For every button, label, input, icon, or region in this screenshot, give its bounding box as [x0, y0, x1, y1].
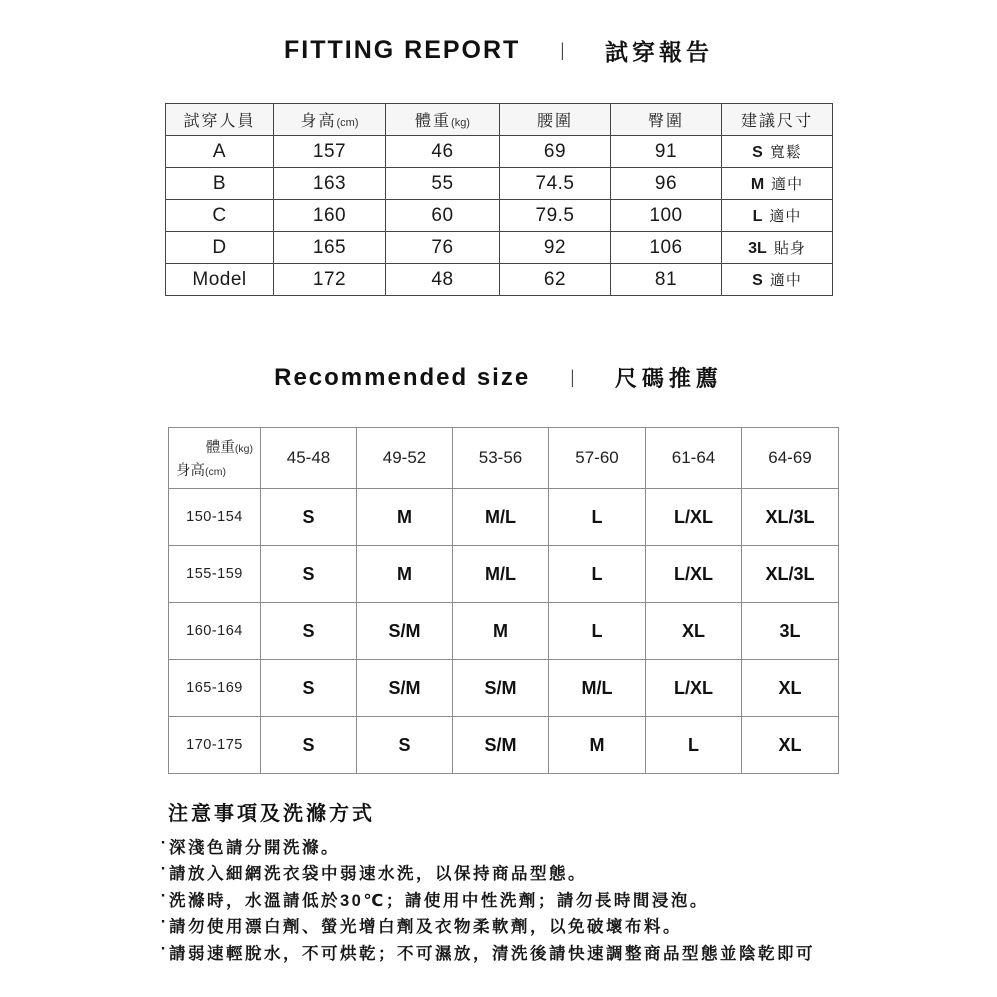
size-cell: XL/3L [742, 546, 839, 603]
table-row [169, 489, 839, 546]
table-row [166, 264, 833, 296]
weight-col-header: 45-48 [261, 428, 357, 489]
size-cell: M [549, 717, 646, 774]
care-instruction-item [158, 860, 815, 886]
size-cell: XL/3L [742, 489, 839, 546]
size-cell: M [357, 489, 453, 546]
size-cell: L/XL [646, 546, 742, 603]
care-instruction-text: 請弱速輕脫水，不可烘乾；不可濕放，清洗後請快速調整商品型態並陰乾即可 [169, 944, 815, 963]
cell-person: Model [166, 264, 274, 296]
cell-height: 172 [274, 264, 386, 296]
fitting-report-title-en: FITTING REPORT [283, 36, 521, 64]
size-cell: S [261, 717, 357, 774]
cell-suggested-size: S 適中 [722, 264, 833, 296]
care-instruction-item [158, 887, 815, 913]
table-row [166, 168, 833, 200]
recommended-size-table [168, 427, 839, 774]
size-cell: XL [742, 660, 839, 717]
care-instruction-item [158, 913, 815, 939]
cell-waist: 62 [500, 264, 611, 296]
cell-hip: 106 [611, 232, 722, 264]
cell-suggested-size: 3L 貼身 [722, 232, 833, 264]
table-row [169, 603, 839, 660]
size-cell: L [549, 546, 646, 603]
size-cell: M [453, 603, 549, 660]
cell-hip: 91 [611, 136, 722, 168]
height-range-cell: 155-159 [169, 546, 261, 603]
cell-suggested-size: L 適中 [722, 200, 833, 232]
table-row [169, 546, 839, 603]
title-separator: | [570, 367, 575, 387]
cell-height: 163 [274, 168, 386, 200]
care-instruction-item [158, 834, 815, 860]
weight-col-header: 53-56 [453, 428, 549, 489]
size-cell: M/L [549, 660, 646, 717]
size-cell: S/M [453, 717, 549, 774]
care-instruction-text: 請放入細網洗衣袋中弱速水洗，以保持商品型態。 [169, 865, 587, 884]
table-row [166, 136, 833, 168]
cell-weight: 48 [386, 264, 500, 296]
cell-waist: 92 [500, 232, 611, 264]
care-instruction-text: 深淺色請分開洗滌。 [169, 839, 340, 857]
size-cell: S [261, 546, 357, 603]
weight-col-header: 57-60 [549, 428, 646, 489]
recommended-size-title [0, 362, 997, 393]
size-cell: XL [742, 717, 839, 774]
cell-person: D [166, 232, 274, 264]
cell-suggested-size: M 適中 [722, 168, 833, 200]
cell-weight: 76 [386, 232, 500, 264]
recommended-size-title-en: Recommended size [274, 363, 531, 391]
cell-waist: 69 [500, 136, 611, 168]
cell-person: A [166, 136, 274, 168]
weight-height-corner-cell: 體重(kg) 身高(cm) [169, 428, 261, 489]
weight-col-header: 49-52 [357, 428, 453, 489]
cell-person: B [166, 168, 274, 200]
size-cell: S [261, 603, 357, 660]
cell-weight: 46 [386, 136, 500, 168]
bullet-dot: · [160, 860, 167, 879]
cell-waist: 74.5 [500, 168, 611, 200]
header-suggested-size: 建議尺寸 [722, 104, 833, 136]
cell-height: 157 [274, 136, 386, 168]
size-cell: 3L [742, 603, 839, 660]
recommended-size-title-zh: 尺碼推薦 [614, 366, 723, 391]
size-cell: S/M [453, 660, 549, 717]
height-range-cell: 165-169 [169, 660, 261, 717]
fitting-report-title [0, 34, 997, 67]
size-cell: S/M [357, 660, 453, 717]
bullet-dot: · [160, 939, 167, 958]
cell-height: 160 [274, 200, 386, 232]
care-instruction-text: 請勿使用漂白劑、螢光增白劑及衣物柔軟劑，以免破壞布料。 [169, 918, 682, 937]
header-hip: 臀圍 [611, 104, 722, 136]
fitting-report-title-zh: 試穿報告 [605, 39, 713, 65]
size-cell: L [549, 489, 646, 546]
size-cell: XL [646, 603, 742, 660]
height-range-cell: 160-164 [169, 603, 261, 660]
bullet-dot: · [160, 834, 167, 852]
title-separator: | [561, 40, 565, 60]
weight-col-header: 61-64 [646, 428, 742, 489]
size-cell: L [549, 603, 646, 660]
size-cell: L [646, 717, 742, 774]
cell-person: C [166, 200, 274, 232]
care-instructions-heading: 注意事項及洗滌方式 [168, 803, 375, 825]
size-cell: L/XL [646, 660, 742, 717]
table-row [169, 660, 839, 717]
header-person: 試穿人員 [166, 104, 274, 136]
table-row [169, 717, 839, 774]
size-cell: S [357, 717, 453, 774]
cell-waist: 79.5 [500, 200, 611, 232]
height-range-cell: 150-154 [169, 489, 261, 546]
fitting-report-table [165, 103, 833, 296]
header-weight: 體重(kg) [386, 104, 500, 136]
size-table-header-row [169, 428, 839, 489]
cell-weight: 60 [386, 200, 500, 232]
height-range-cell: 170-175 [169, 717, 261, 774]
size-cell: L/XL [646, 489, 742, 546]
size-cell: M/L [453, 546, 549, 603]
bullet-dot: · [160, 886, 167, 905]
cell-height: 165 [274, 232, 386, 264]
care-instruction-item [158, 940, 815, 966]
header-height: 身高(cm) [274, 104, 386, 136]
bullet-dot: · [160, 913, 167, 932]
cell-weight: 55 [386, 168, 500, 200]
fitting-table-header-row [166, 104, 833, 136]
care-instruction-text: 洗滌時，水溫請低於30℃；請使用中性洗劑；請勿長時間浸泡。 [169, 891, 709, 910]
care-instructions-list [158, 834, 815, 966]
size-cell: S [261, 660, 357, 717]
cell-suggested-size: S 寬鬆 [722, 136, 833, 168]
cell-hip: 100 [611, 200, 722, 232]
header-waist: 腰圍 [500, 104, 611, 136]
cell-hip: 96 [611, 168, 722, 200]
table-row [166, 232, 833, 264]
size-cell: S [261, 489, 357, 546]
weight-col-header: 64-69 [742, 428, 839, 489]
size-cell: M [357, 546, 453, 603]
size-cell: M/L [453, 489, 549, 546]
cell-hip: 81 [611, 264, 722, 296]
table-row [166, 200, 833, 232]
size-cell: S/M [357, 603, 453, 660]
